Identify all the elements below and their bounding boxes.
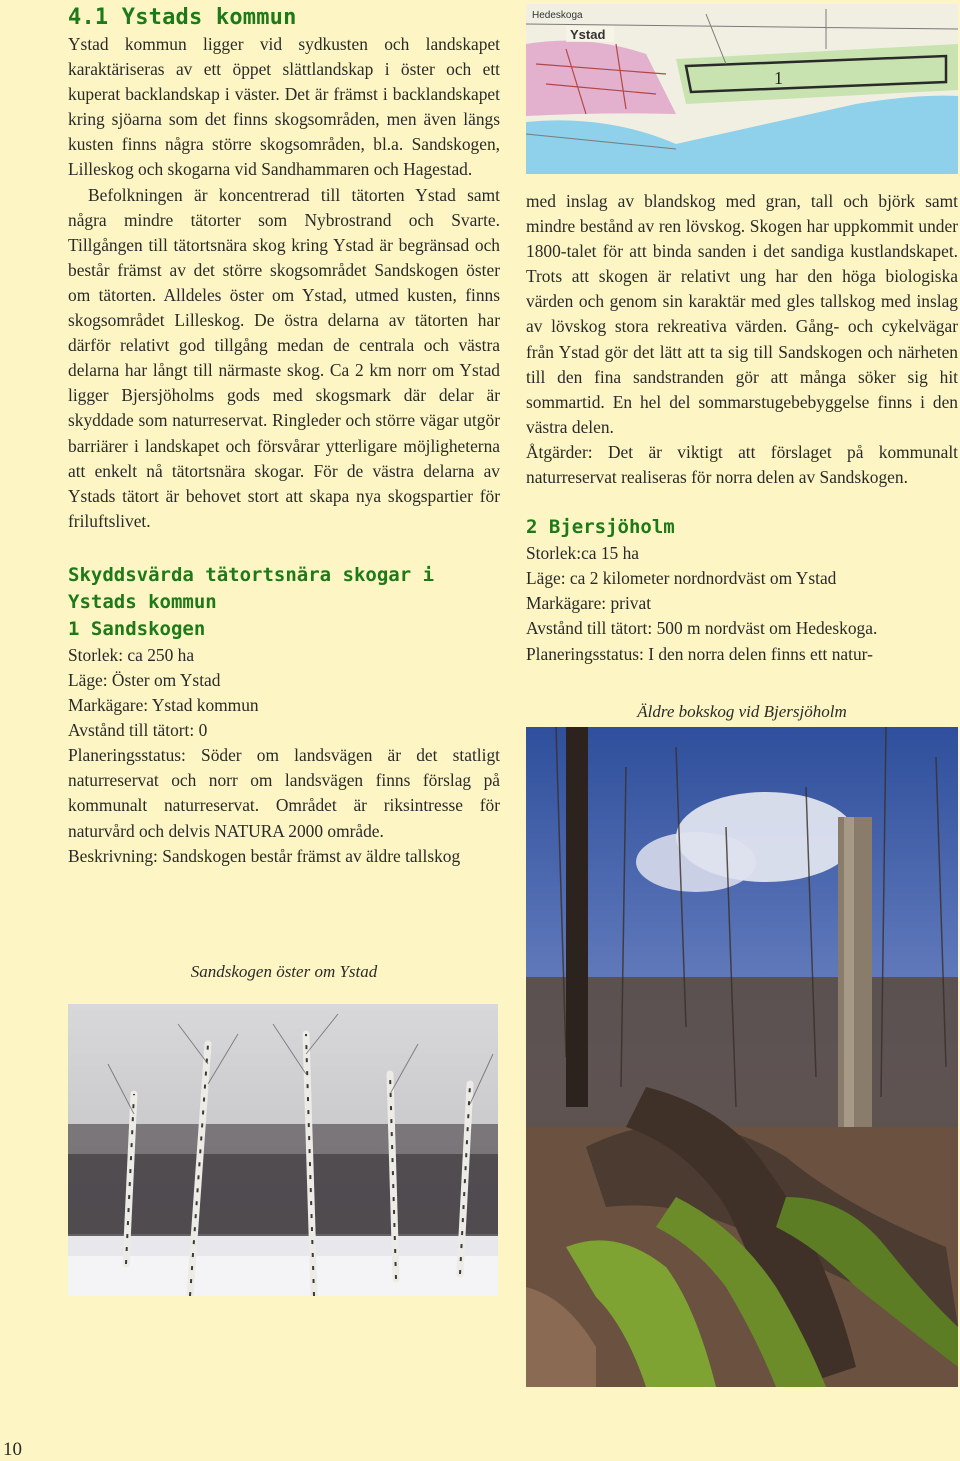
area-map [526,4,958,174]
snowy-forest-image [68,1004,498,1296]
sandskogen-actions: Åtgärder: Det är viktigt att förslaget på kommunalt naturreservat realiseras för norra delen av Sandskogen. [526,441,958,488]
fact-size: Storlek:ca 15 ha [526,543,640,564]
fact-distance: Avstånd till tätort: 500 m nordväst om Hedeskoga. [526,618,878,639]
bjersjoholm-facts [526,541,958,641]
map-label-ystad: Ystad [570,27,606,42]
fact-owner: Markägare: Ystad kommun [68,695,259,716]
fact-size: Storlek: ca 250 ha [68,644,195,665]
fact-location: Läge: ca 2 kilometer nordnordväst om Ystad [526,568,837,589]
map-image [526,4,958,174]
page-number: 10 [3,1439,22,1460]
bjersjoholm-photo-caption: Äldre bokskog vid Bjersjöholm [637,702,847,721]
bjersjoholm-photo [526,727,958,1387]
map-label-area: 1 [774,68,783,88]
sandskogen-heading: 1 Sandskogen [68,617,206,640]
beech-forest-image [526,727,958,1387]
sandskogen-photo-caption: Sandskogen öster om Ystad [190,962,378,981]
population-paragraph: Befolkningen är koncentrerad till tätorten Ystad samt några mindre tätorter som Nybrostrand och Svarte. Tillgången till tätortsnära skog kring Ystad är begränsad och består främst av det större skogsområdet Sandskogen öster om tätorten. Alldeles öster om Ystad, utmed kusten, finns skogsområdet Lilleskog. De östra delarna av tätorten har därför relativt god tillgång medan de centrala och västra delarna har långt till närmaste skog. Ca 2 km norr om Ystad ligger Bjersjöholms gods med skogsmark där delar är skyddade som naturreservat. Ringleder och större vägar utgör barriärer i landskapet och försvårar ytterligare möjligheterna att enkelt nå tätortsnära skogar. För de västra delarna av Ystads tätort är behovet stort att skapa nya skogspartier för friluftslivet. [68,184,500,531]
fact-location: Läge: Öster om Ystad [68,669,221,690]
description: Beskrivning: Sandskogen består främst av äldre tallskog [68,845,461,866]
planning-status: Planeringsstatus: I den norra delen finns ett natur- [526,643,873,664]
sandskogen-facts [68,643,500,743]
sandskogen-continued: med inslag av blandskog med gran, tall och björk samt mindre bestånd av ren lövskog. Skogen har uppkommit under 1800-talet för att binda sanden i det sandiga kustlandskapet. Trots att skogen är relativt ung har den höga biologiska värden och genom sin karaktär med gles tallskog med inslag av lövskog stora rekreativa värden. Gång- och cykelvägar från Ystad gör det lätt att ta sig till Sandskogen och närheten till den fina sandstranden gör att många söker sig hit sommartid. En hel del sommarstugebebyggelse finns i den västra delen. [526,191,958,437]
fact-distance: Avstånd till tätort: 0 [68,720,208,741]
fact-owner: Markägare: privat [526,593,652,614]
map-label-hedeskoga: Hedeskoga [532,10,583,21]
intro-paragraph: Ystad kommun ligger vid sydkusten och landskapet karaktäriseras av ett öppet slättlandskap i öster och ett kuperat backlandskap i väster. Det är främst i backlandskapet kring sjöarna som det finns skogsområden, men även längs kusten finns några större skogsområden, bl.a. Sandskogen, Lilleskog och skogarna vid Sandhammaren och Hagestad. [68,34,500,180]
right-column [526,189,958,667]
planning-status: Planeringsstatus: Söder om landsvägen är det statligt naturreservat och norr om landsvägen finns förslag på kommunalt naturreservat. Området är riksintresse för naturvård och delvis NATURA 2000 område. [68,745,500,841]
chapter-heading: 4.1 Ystads kommun [68,5,297,30]
sandskogen-photo [68,1004,498,1296]
left-column [68,4,500,869]
section-heading: Skyddsvärda tätortsnära skogar i Ystads kommun [68,563,435,613]
bjersjoholm-heading: 2 Bjersjöholm [526,516,675,539]
